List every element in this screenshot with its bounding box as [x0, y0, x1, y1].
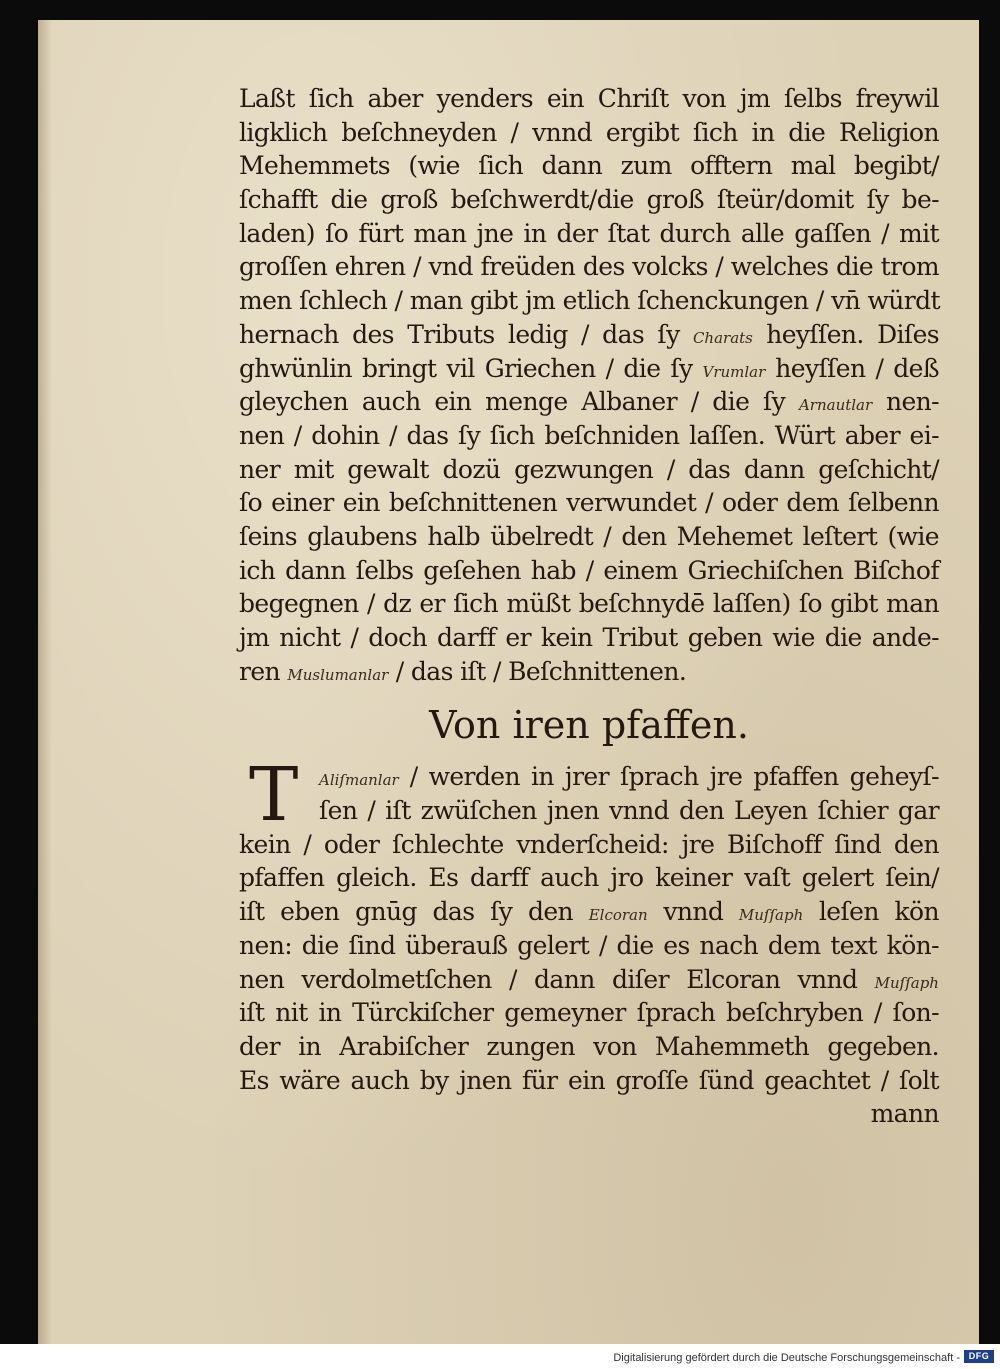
text-line: [239, 828, 939, 862]
latin-term: Arnautlar: [798, 396, 873, 415]
text-line: [239, 284, 939, 318]
text-segment: ſeins glaubens halb übelredt / den Mehemet leſtert (wie: [239, 521, 939, 551]
text-segment: ſchafft die groß beſchwerdt/die groß ſteür/domit ſy be-: [239, 185, 939, 215]
latin-term: Charats: [692, 328, 753, 347]
text-segment: begegnen / dz er ſich müßt beſchnydē laſſen) ſo gibt man: [239, 589, 939, 619]
text-line: [239, 963, 939, 997]
text-line: [239, 116, 939, 150]
latin-term: Muſſaph: [874, 973, 939, 992]
text-segment: gleychen auch ein menge Albaner / die ſy: [239, 387, 786, 417]
text-line: [239, 149, 939, 183]
page-gutter-shadow: [38, 20, 52, 1345]
text-segment: / das iſt / Beſchnittenen.: [395, 656, 687, 686]
text-line: [239, 486, 939, 520]
text-line: [239, 453, 939, 487]
text-segment: pfaffen gleich. Es darff auch jro keiner vaſt gelert ſein/: [239, 863, 939, 893]
text-line: [239, 996, 939, 1030]
text-line: [239, 621, 939, 655]
text-segment: ligklich beſchneyden / vnnd ergibt ſich in die Religion: [239, 117, 939, 147]
paragraph-1: [239, 82, 939, 688]
text-segment: hernach des Tributs ledig / das ſy: [239, 319, 680, 349]
text-line: [239, 183, 939, 217]
text-segment: nen verdolmetſchen / dann diſer Elcoran vnnd: [239, 964, 858, 994]
text-line: [239, 554, 939, 588]
text-line: [239, 655, 939, 689]
text-line: [239, 861, 939, 895]
text-line: [239, 419, 939, 453]
text-segment: jm nicht / doch darff er kein Tribut geben wie die ande-: [239, 623, 939, 652]
text-segment: iſt nit in Türckiſcher gemeyner ſprach beſchryben / ſon-: [239, 998, 939, 1028]
book-page: [38, 20, 979, 1345]
latin-term: Muſſaph: [738, 906, 804, 925]
latin-term: Muslumanlar: [287, 665, 389, 684]
text-segment: / werden in jrer ſprach jre pfaffen geheyſ-: [409, 762, 939, 792]
text-segment: heyſſen / deß: [775, 353, 939, 383]
text-line: [239, 520, 939, 554]
text-line: [239, 352, 939, 386]
latin-term: Vrumlar: [702, 362, 766, 381]
text-segment: nen / dohin / das ſy ſich beſchniden laſſen. Würt aber ei-: [239, 420, 939, 450]
funding-notice: Digitalisierung gefördert durch die Deutsche Forschungsgemeinschaft -: [613, 1352, 960, 1364]
text-line: [239, 1064, 939, 1098]
text-segment: der in Arabiſcher zungen von Mahemmeth gegeben.: [239, 1031, 939, 1061]
text-segment: Laßt ſich aber yenders ein Chriſt von jm ſelbs freywil: [239, 84, 939, 113]
text-segment: nen-: [885, 387, 939, 417]
dfg-logo: DFG: [964, 1350, 994, 1363]
text-line: [239, 217, 939, 251]
latin-term: Elcoran: [588, 906, 648, 925]
text-line: [239, 1030, 939, 1064]
text-line: [239, 385, 939, 419]
text-segment: ſo einer ein beſchnittenen verwundet / oder dem ſelbenn: [239, 488, 939, 518]
latin-term: Aliſmanlar: [319, 771, 399, 790]
text-line: [239, 587, 939, 621]
text-segment: ner mit gewalt dozü gezwungen / das dann geſchicht/: [239, 454, 939, 484]
text-segment: ſen / iſt zwüſchen jnen vnnd den Leyen ſchier gar: [319, 796, 939, 826]
text-segment: ren: [239, 656, 281, 686]
paragraph-2: [239, 752, 939, 1097]
text-segment: men ſchlech / man gibt jm etlich ſchenckungen / vn̄ würdt: [239, 286, 940, 316]
text-segment: kein / oder ſchlechte vnderſcheid: jre Biſchoff ſind den: [239, 829, 939, 859]
text-line: [239, 318, 939, 352]
paragraph-2-lines: [239, 752, 939, 1097]
text-line: [239, 760, 939, 794]
text-segment: vnnd: [663, 897, 724, 927]
section-heading: Von iren pfaffen.: [429, 703, 749, 748]
text-segment: laden) ſo fürt man jne in der ſtat durch alle gaſſen / mit: [239, 218, 939, 248]
text-segment: ghwünlin bringt vil Griechen / die ſy: [239, 353, 693, 383]
text-line: [239, 929, 939, 963]
text-segment: Mehemmets (wie ſich dann zum offtern mal begibt/: [239, 151, 939, 181]
text-line: [239, 794, 939, 828]
drop-initial: T: [249, 752, 299, 839]
catchword: mann: [870, 1099, 939, 1129]
text-segment: nen: die ſind überauß gelert / die es nach dem text kön-: [239, 930, 939, 960]
text-line: [239, 82, 939, 116]
text-segment: heyſſen. Diſes: [766, 319, 939, 349]
text-line: [239, 250, 939, 284]
text-segment: ich dann ſelbs geſehen hab / einem Griechiſchen Biſchof: [239, 555, 939, 585]
text-line: [239, 895, 939, 929]
text-segment: Es wäre auch by jnen für ein groſſe ſünd geachtet / ſolt: [239, 1065, 939, 1095]
text-segment: iſt eben gnūg das ſy den: [239, 897, 574, 927]
page-text: [239, 82, 939, 1131]
text-segment: leſen kön: [818, 897, 939, 927]
text-segment: groſſen ehren / vnd freüden des volcks / welches die trom: [239, 252, 939, 282]
